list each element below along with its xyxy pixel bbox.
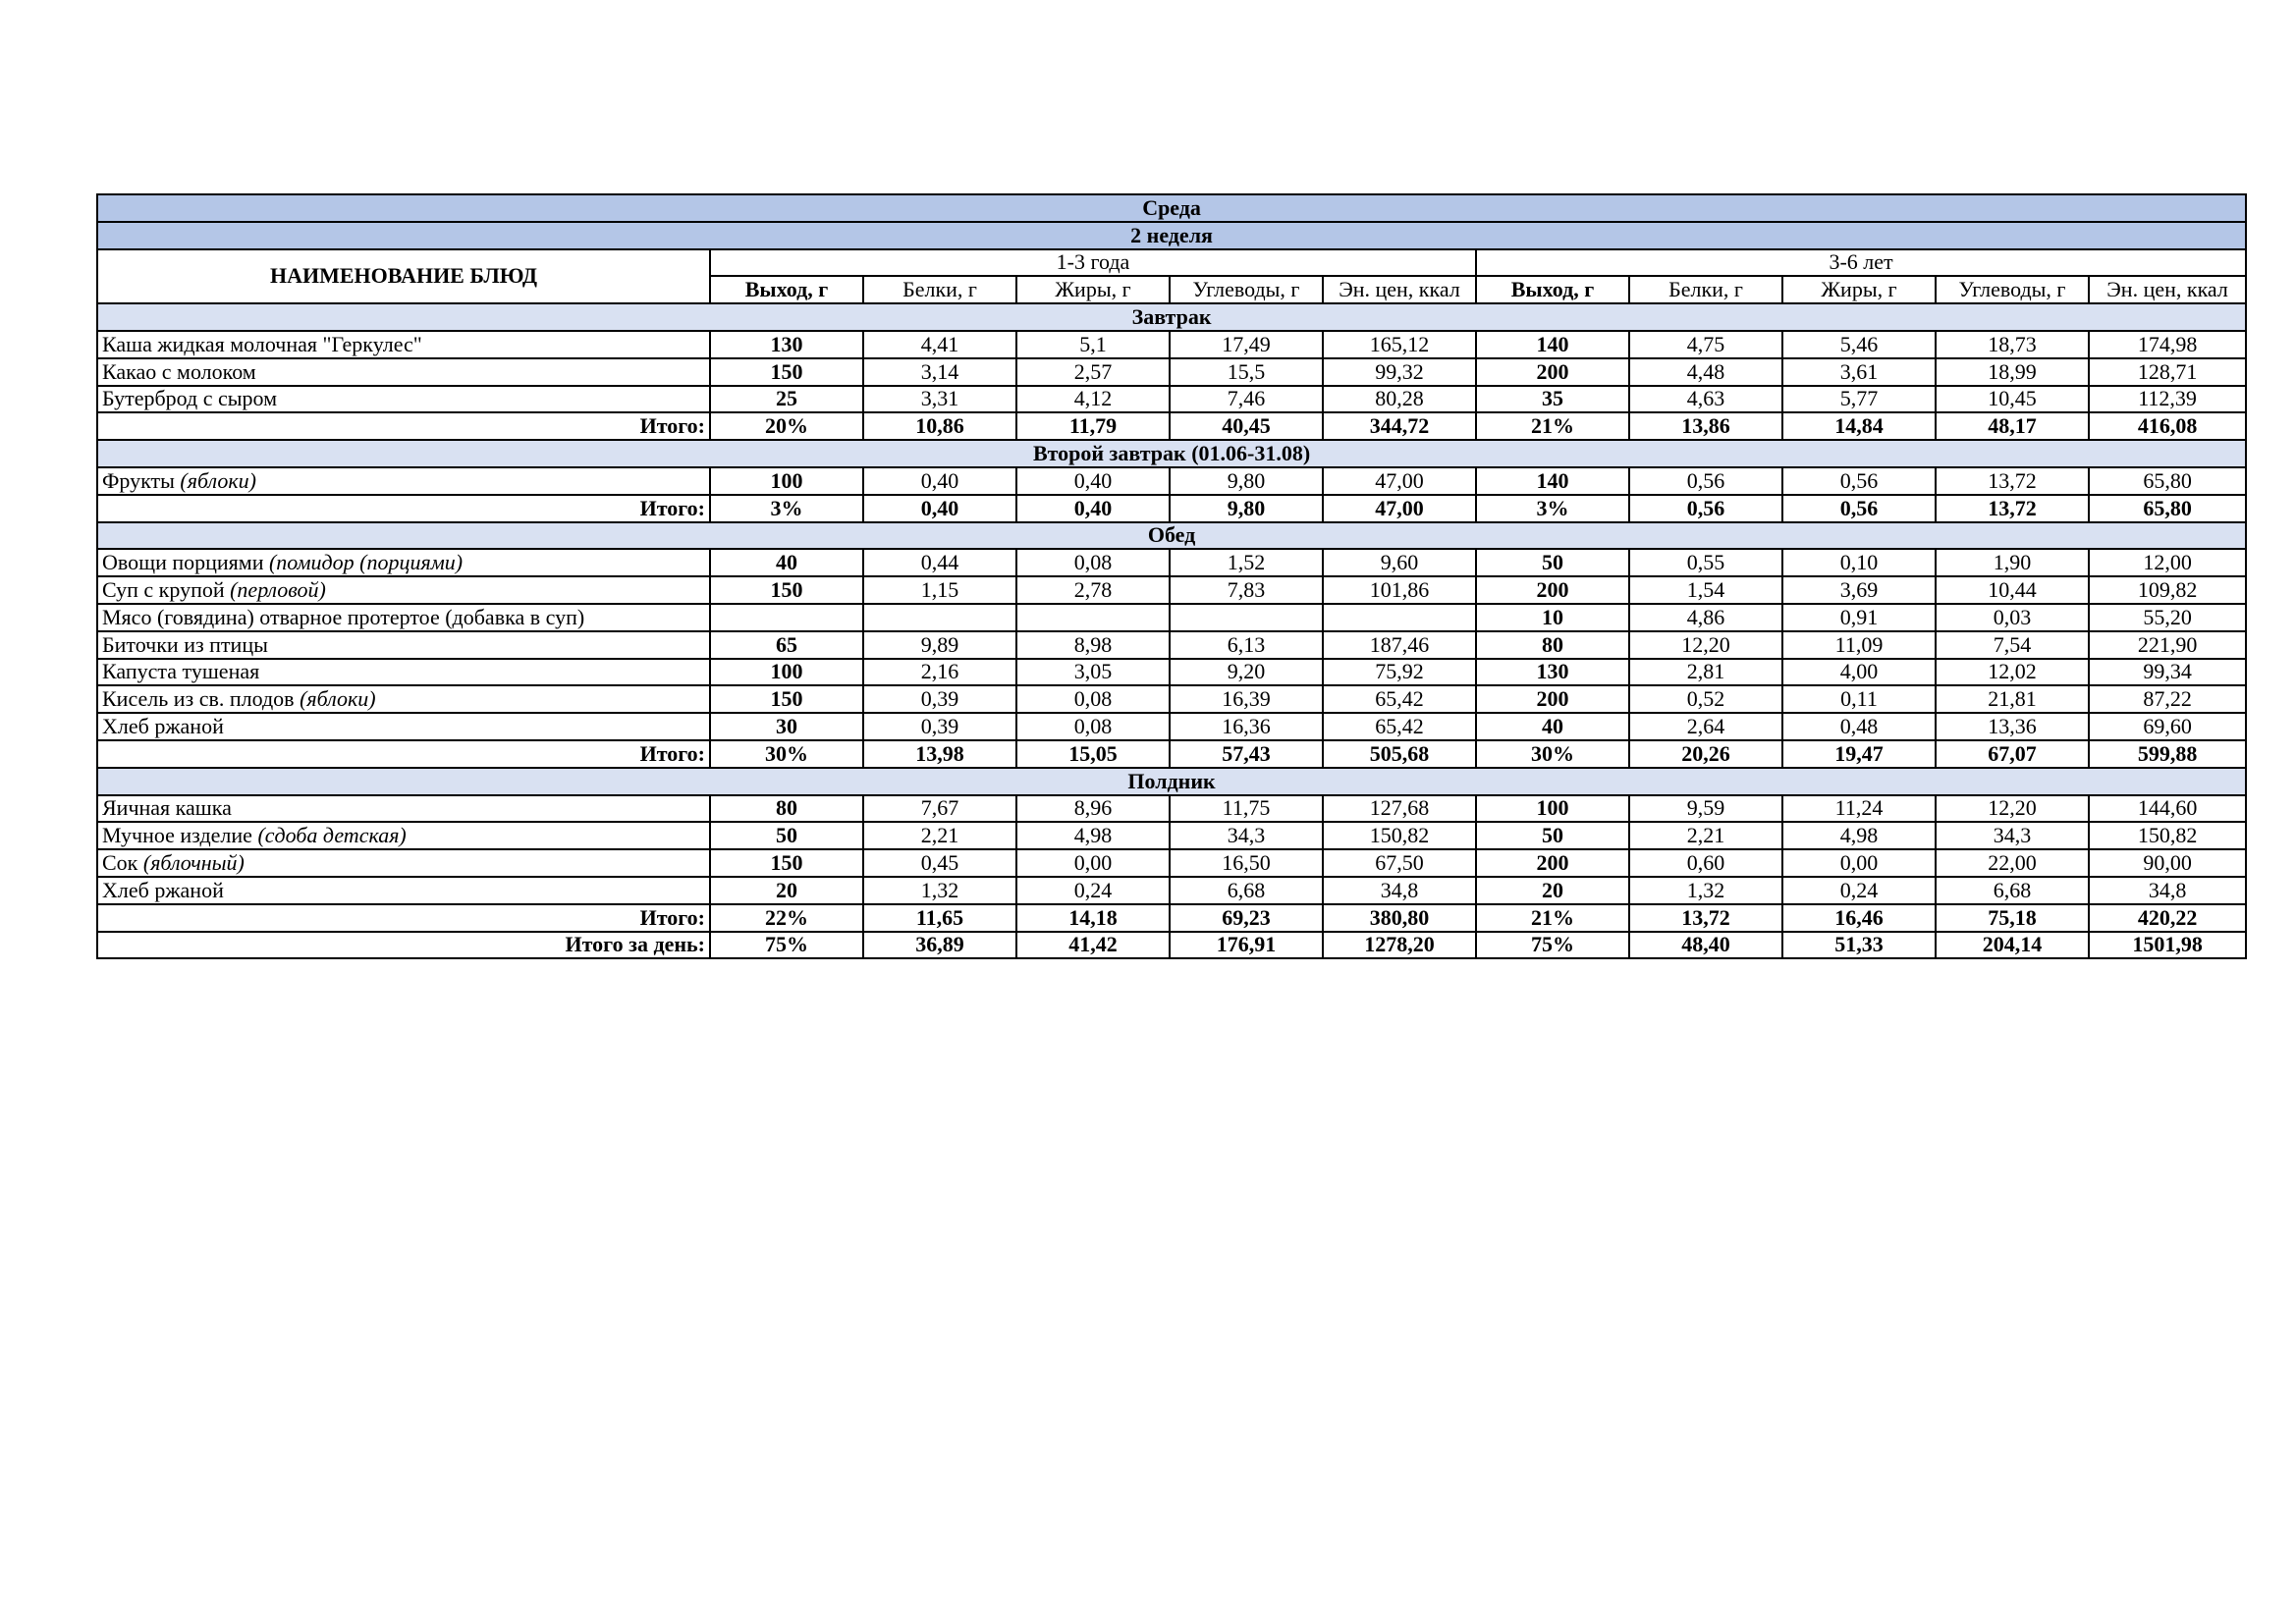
table-row (97, 576, 2246, 604)
nutrition-value: 13,36 (1936, 713, 2089, 740)
nutrition-value: 0,00 (1016, 849, 1170, 877)
dish-name-cell (97, 631, 710, 659)
nutrition-value: 0,00 (1782, 849, 1936, 877)
nutrition-value: 4,48 (1629, 358, 1782, 386)
total-value: 20% (710, 412, 863, 440)
nutrition-value: 11,24 (1782, 795, 1936, 823)
nutrition-value: 12,20 (1936, 795, 2089, 823)
dish-name-cell (97, 467, 710, 495)
nutrition-value: 2,78 (1016, 576, 1170, 604)
day-total-value: 48,40 (1629, 932, 1782, 959)
total-value: 40,45 (1170, 412, 1323, 440)
nutrition-value: 90,00 (2089, 849, 2246, 877)
nutrition-value: 150 (710, 576, 863, 604)
total-value: 48,17 (1936, 412, 2089, 440)
total-value: 3% (710, 495, 863, 522)
nutrition-value (1323, 604, 1476, 631)
total-value: 16,46 (1782, 904, 1936, 932)
nutrition-value: 200 (1476, 358, 1629, 386)
total-value: 11,79 (1016, 412, 1170, 440)
nutrition-value: 9,89 (863, 631, 1016, 659)
nutrition-value: 0,39 (863, 713, 1016, 740)
col-protein-b: Белки, г (1629, 276, 1782, 303)
nutrition-value: 7,54 (1936, 631, 2089, 659)
nutrition-value: 4,98 (1016, 822, 1170, 849)
dish-note: (яблоки) (180, 467, 256, 493)
total-value: 380,80 (1323, 904, 1476, 932)
nutrition-value: 0,08 (1016, 685, 1170, 713)
nutrition-value: 0,10 (1782, 549, 1936, 576)
table-row (97, 659, 2246, 686)
nutrition-value (1170, 604, 1323, 631)
nutrition-value: 65,80 (2089, 467, 2246, 495)
dish-name-cell (97, 685, 710, 713)
dish-name-cell (97, 604, 710, 631)
age-group-row (97, 249, 2246, 277)
nutrition-value: 2,21 (863, 822, 1016, 849)
total-value: 0,56 (1629, 495, 1782, 522)
nutrition-value: 65 (710, 631, 863, 659)
nutrition-value: 3,61 (1782, 358, 1936, 386)
total-value: 13,86 (1629, 412, 1782, 440)
age-group-3-6: 3-6 лет (1476, 249, 2246, 277)
nutrition-value: 3,14 (863, 358, 1016, 386)
nutrition-value: 6,13 (1170, 631, 1323, 659)
section-header-row (97, 522, 2246, 550)
dish-name-cell (97, 386, 710, 413)
nutrition-value: 0,60 (1629, 849, 1782, 877)
dish-name: Каша жидкая молочная "Геркулес" (102, 331, 422, 356)
dish-name-cell (97, 849, 710, 877)
nutrition-value: 4,98 (1782, 822, 1936, 849)
nutrition-value: 100 (710, 659, 863, 686)
col-fat-b: Жиры, г (1782, 276, 1936, 303)
total-value: 19,47 (1782, 740, 1936, 768)
nutrition-value: 16,36 (1170, 713, 1323, 740)
nutrition-value: 5,1 (1016, 331, 1170, 358)
table-row (97, 549, 2246, 576)
nutrition-value: 7,67 (863, 795, 1016, 823)
dish-name: Бутерброд с сыром (102, 386, 278, 411)
nutrition-value: 0,48 (1782, 713, 1936, 740)
nutrition-value: 80,28 (1323, 386, 1476, 413)
nutrition-value: 2,16 (863, 659, 1016, 686)
nutrition-value: 0,24 (1782, 877, 1936, 904)
nutrition-value: 200 (1476, 849, 1629, 877)
dish-name: Мучное изделие (102, 823, 258, 848)
nutrition-value: 15,5 (1170, 358, 1323, 386)
total-row (97, 412, 2246, 440)
nutrition-value: 0,40 (1016, 467, 1170, 495)
week-title: 2 неделя (97, 222, 2246, 249)
nutrition-value: 0,56 (1629, 467, 1782, 495)
day-total-value: 36,89 (863, 932, 1016, 959)
nutrition-value: 4,00 (1782, 659, 1936, 686)
dish-name: Хлеб ржаной (102, 877, 224, 902)
nutrition-value: 25 (710, 386, 863, 413)
total-row (97, 904, 2246, 932)
col-protein-a: Белки, г (863, 276, 1016, 303)
nutrition-value: 1,32 (863, 877, 1016, 904)
nutrition-value: 4,75 (1629, 331, 1782, 358)
nutrition-value: 6,68 (1170, 877, 1323, 904)
nutrition-value: 21,81 (1936, 685, 2089, 713)
day-total-value: 41,42 (1016, 932, 1170, 959)
nutrition-value: 0,03 (1936, 604, 2089, 631)
nutrition-value: 100 (710, 467, 863, 495)
table-row (97, 358, 2246, 386)
nutrition-value: 5,46 (1782, 331, 1936, 358)
table-row (97, 386, 2246, 413)
dish-name: Кисель из св. плодов (102, 686, 301, 712)
nutrition-value: 112,39 (2089, 386, 2246, 413)
dish-name-cell (97, 877, 710, 904)
section-title: Завтрак (97, 303, 2246, 331)
total-value: 9,80 (1170, 495, 1323, 522)
menu-table (96, 193, 2247, 959)
nutrition-value: 165,12 (1323, 331, 1476, 358)
total-value: 11,65 (863, 904, 1016, 932)
table-row (97, 877, 2246, 904)
dish-name-cell (97, 576, 710, 604)
nutrition-value: 5,77 (1782, 386, 1936, 413)
nutrition-value: 10,44 (1936, 576, 2089, 604)
dish-name-header: НАИМЕНОВАНИЕ БЛЮД (97, 249, 710, 304)
nutrition-value: 2,57 (1016, 358, 1170, 386)
menu-body (97, 194, 2246, 958)
nutrition-value: 4,63 (1629, 386, 1782, 413)
nutrition-value: 4,86 (1629, 604, 1782, 631)
nutrition-value: 99,34 (2089, 659, 2246, 686)
nutrition-value: 80 (1476, 631, 1629, 659)
nutrition-value: 9,60 (1323, 549, 1476, 576)
day-total-row (97, 932, 2246, 959)
nutrition-value: 10 (1476, 604, 1629, 631)
total-value: 67,07 (1936, 740, 2089, 768)
nutrition-value: 150 (710, 685, 863, 713)
col-energy-b: Эн. цен, ккал (2089, 276, 2246, 303)
nutrition-value: 99,32 (1323, 358, 1476, 386)
nutrition-value: 9,20 (1170, 659, 1323, 686)
total-value: 75,18 (1936, 904, 2089, 932)
total-value: 13,98 (863, 740, 1016, 768)
nutrition-value: 0,08 (1016, 549, 1170, 576)
nutrition-value (1016, 604, 1170, 631)
table-row (97, 467, 2246, 495)
total-value: 599,88 (2089, 740, 2246, 768)
nutrition-value: 87,22 (2089, 685, 2246, 713)
nutrition-value: 3,69 (1782, 576, 1936, 604)
nutrition-value: 34,3 (1936, 822, 2089, 849)
nutrition-value: 40 (710, 549, 863, 576)
dish-name: Хлеб ржаной (102, 714, 224, 739)
section-header-row (97, 768, 2246, 795)
table-row (97, 822, 2246, 849)
nutrition-value: 100 (1476, 795, 1629, 823)
total-value: 30% (1476, 740, 1629, 768)
dish-name: Овощи порциями (102, 550, 269, 575)
nutrition-value: 1,54 (1629, 576, 1782, 604)
day-title: Среда (97, 194, 2246, 222)
dish-note: (яблоки) (300, 686, 376, 712)
nutrition-value: 17,49 (1170, 331, 1323, 358)
nutrition-value: 130 (710, 331, 863, 358)
day-total-value: 51,33 (1782, 932, 1936, 959)
nutrition-value: 12,02 (1936, 659, 2089, 686)
dish-name-cell (97, 713, 710, 740)
total-value: 69,23 (1170, 904, 1323, 932)
day-total-label: Итого за день: (97, 932, 710, 959)
nutrition-value: 150 (710, 358, 863, 386)
nutrition-value: 3,31 (863, 386, 1016, 413)
age-group-1-3: 1-3 года (710, 249, 1476, 277)
nutrition-value: 12,20 (1629, 631, 1782, 659)
table-row (97, 604, 2246, 631)
dish-name: Капуста тушеная (102, 659, 260, 684)
nutrition-value: 7,83 (1170, 576, 1323, 604)
section-title: Полдник (97, 768, 2246, 795)
nutrition-value: 1,90 (1936, 549, 2089, 576)
total-row (97, 495, 2246, 522)
dish-name-cell (97, 549, 710, 576)
nutrition-value: 34,8 (2089, 877, 2246, 904)
nutrition-value: 9,80 (1170, 467, 1323, 495)
nutrition-value: 0,11 (1782, 685, 1936, 713)
total-label: Итого: (97, 740, 710, 768)
dish-note: (помидор (порциями) (268, 550, 464, 575)
nutrition-value: 6,68 (1936, 877, 2089, 904)
day-total-value: 75% (710, 932, 863, 959)
col-energy-a: Эн. цен, ккал (1323, 276, 1476, 303)
nutrition-value: 20 (710, 877, 863, 904)
section-title: Второй завтрак (01.06-31.08) (97, 440, 2246, 467)
total-value: 65,80 (2089, 495, 2246, 522)
table-row (97, 685, 2246, 713)
total-label: Итого: (97, 495, 710, 522)
nutrition-value: 0,39 (863, 685, 1016, 713)
nutrition-value: 20 (1476, 877, 1629, 904)
nutrition-value: 1,32 (1629, 877, 1782, 904)
total-value: 420,22 (2089, 904, 2246, 932)
nutrition-value: 150,82 (2089, 822, 2246, 849)
total-value: 14,18 (1016, 904, 1170, 932)
table-row (97, 331, 2246, 358)
nutrition-value: 18,73 (1936, 331, 2089, 358)
total-value: 0,56 (1782, 495, 1936, 522)
nutrition-value: 150,82 (1323, 822, 1476, 849)
col-carbs-a: Углеводы, г (1170, 276, 1323, 303)
total-value: 0,40 (863, 495, 1016, 522)
section-header-row (97, 440, 2246, 467)
total-value: 14,84 (1782, 412, 1936, 440)
nutrition-value: 0,55 (1629, 549, 1782, 576)
dish-name: Яичная кашка (102, 795, 232, 821)
nutrition-value: 67,50 (1323, 849, 1476, 877)
nutrition-value: 65,42 (1323, 685, 1476, 713)
nutrition-value: 80 (710, 795, 863, 823)
nutrition-value: 200 (1476, 685, 1629, 713)
nutrition-value: 35 (1476, 386, 1629, 413)
nutrition-value (863, 604, 1016, 631)
total-value: 0,40 (1016, 495, 1170, 522)
nutrition-value: 11,09 (1782, 631, 1936, 659)
table-row (97, 849, 2246, 877)
dish-note: (яблочный) (142, 850, 245, 876)
nutrition-value: 9,59 (1629, 795, 1782, 823)
dish-name-cell (97, 795, 710, 823)
dish-note: (сдоба детская) (257, 823, 407, 848)
day-total-value: 176,91 (1170, 932, 1323, 959)
nutrition-value: 4,41 (863, 331, 1016, 358)
nutrition-value: 1,52 (1170, 549, 1323, 576)
dish-name-cell (97, 331, 710, 358)
nutrition-value: 221,90 (2089, 631, 2246, 659)
dish-name: Фрукты (102, 467, 181, 493)
nutrition-value: 75,92 (1323, 659, 1476, 686)
total-value: 416,08 (2089, 412, 2246, 440)
total-value: 47,00 (1323, 495, 1476, 522)
nutrition-value: 101,86 (1323, 576, 1476, 604)
total-value: 13,72 (1629, 904, 1782, 932)
nutrition-value: 2,81 (1629, 659, 1782, 686)
nutrition-value: 50 (1476, 549, 1629, 576)
col-carbs-b: Углеводы, г (1936, 276, 2089, 303)
nutrition-value: 0,08 (1016, 713, 1170, 740)
day-total-value: 204,14 (1936, 932, 2089, 959)
week-row (97, 222, 2246, 249)
dish-name: Мясо (говядина) отварное протертое (добавка в суп) (102, 604, 585, 629)
nutrition-value: 200 (1476, 576, 1629, 604)
nutrition-value: 150 (710, 849, 863, 877)
table-row (97, 631, 2246, 659)
total-value: 22% (710, 904, 863, 932)
nutrition-value: 0,40 (863, 467, 1016, 495)
nutrition-value: 128,71 (2089, 358, 2246, 386)
total-value: 13,72 (1936, 495, 2089, 522)
total-value: 3% (1476, 495, 1629, 522)
nutrition-value: 174,98 (2089, 331, 2246, 358)
dish-note: (перловой) (230, 577, 326, 603)
nutrition-value: 11,75 (1170, 795, 1323, 823)
dish-name: Биточки из птицы (102, 631, 268, 657)
nutrition-value: 0,45 (863, 849, 1016, 877)
total-value: 15,05 (1016, 740, 1170, 768)
total-value: 21% (1476, 412, 1629, 440)
total-value: 505,68 (1323, 740, 1476, 768)
total-row (97, 740, 2246, 768)
day-total-value: 1501,98 (2089, 932, 2246, 959)
total-value: 10,86 (863, 412, 1016, 440)
nutrition-value: 50 (710, 822, 863, 849)
nutrition-value: 18,99 (1936, 358, 2089, 386)
nutrition-value: 130 (1476, 659, 1629, 686)
day-total-value: 1278,20 (1323, 932, 1476, 959)
nutrition-value: 30 (710, 713, 863, 740)
nutrition-value: 3,05 (1016, 659, 1170, 686)
nutrition-value: 2,64 (1629, 713, 1782, 740)
total-label: Итого: (97, 412, 710, 440)
nutrition-value: 69,60 (2089, 713, 2246, 740)
nutrition-value: 0,52 (1629, 685, 1782, 713)
total-value: 21% (1476, 904, 1629, 932)
table-row (97, 713, 2246, 740)
section-title: Обед (97, 522, 2246, 550)
col-yield-a: Выход, г (710, 276, 863, 303)
total-value: 344,72 (1323, 412, 1476, 440)
nutrition-value: 4,12 (1016, 386, 1170, 413)
title-row (97, 194, 2246, 222)
dish-name-cell (97, 358, 710, 386)
dish-name-cell (97, 659, 710, 686)
table-row (97, 795, 2246, 823)
nutrition-value: 1,15 (863, 576, 1016, 604)
nutrition-value: 8,96 (1016, 795, 1170, 823)
nutrition-value: 22,00 (1936, 849, 2089, 877)
nutrition-value: 13,72 (1936, 467, 2089, 495)
nutrition-value: 140 (1476, 331, 1629, 358)
nutrition-value: 0,56 (1782, 467, 1936, 495)
col-yield-b: Выход, г (1476, 276, 1629, 303)
nutrition-value: 140 (1476, 467, 1629, 495)
dish-name: Сок (102, 850, 143, 876)
dish-name-cell (97, 822, 710, 849)
total-value: 57,43 (1170, 740, 1323, 768)
nutrition-value: 0,44 (863, 549, 1016, 576)
dish-name: Какао с молоком (102, 358, 256, 384)
col-fat-a: Жиры, г (1016, 276, 1170, 303)
nutrition-value: 34,8 (1323, 877, 1476, 904)
dish-name: Суп с крупой (102, 577, 231, 603)
nutrition-value (710, 604, 863, 631)
nutrition-value: 16,39 (1170, 685, 1323, 713)
total-value: 30% (710, 740, 863, 768)
nutrition-value: 12,00 (2089, 549, 2246, 576)
nutrition-value: 40 (1476, 713, 1629, 740)
nutrition-value: 2,21 (1629, 822, 1782, 849)
nutrition-value: 55,20 (2089, 604, 2246, 631)
nutrition-value: 50 (1476, 822, 1629, 849)
nutrition-value: 10,45 (1936, 386, 2089, 413)
nutrition-value: 144,60 (2089, 795, 2246, 823)
nutrition-value: 16,50 (1170, 849, 1323, 877)
nutrition-value: 7,46 (1170, 386, 1323, 413)
nutrition-value: 0,91 (1782, 604, 1936, 631)
day-total-value: 75% (1476, 932, 1629, 959)
nutrition-value: 0,24 (1016, 877, 1170, 904)
section-header-row (97, 303, 2246, 331)
nutrition-value: 8,98 (1016, 631, 1170, 659)
nutrition-value: 65,42 (1323, 713, 1476, 740)
total-value: 20,26 (1629, 740, 1782, 768)
nutrition-value: 187,46 (1323, 631, 1476, 659)
nutrition-value: 109,82 (2089, 576, 2246, 604)
nutrition-value: 127,68 (1323, 795, 1476, 823)
nutrition-value: 34,3 (1170, 822, 1323, 849)
total-label: Итого: (97, 904, 710, 932)
nutrition-value: 47,00 (1323, 467, 1476, 495)
